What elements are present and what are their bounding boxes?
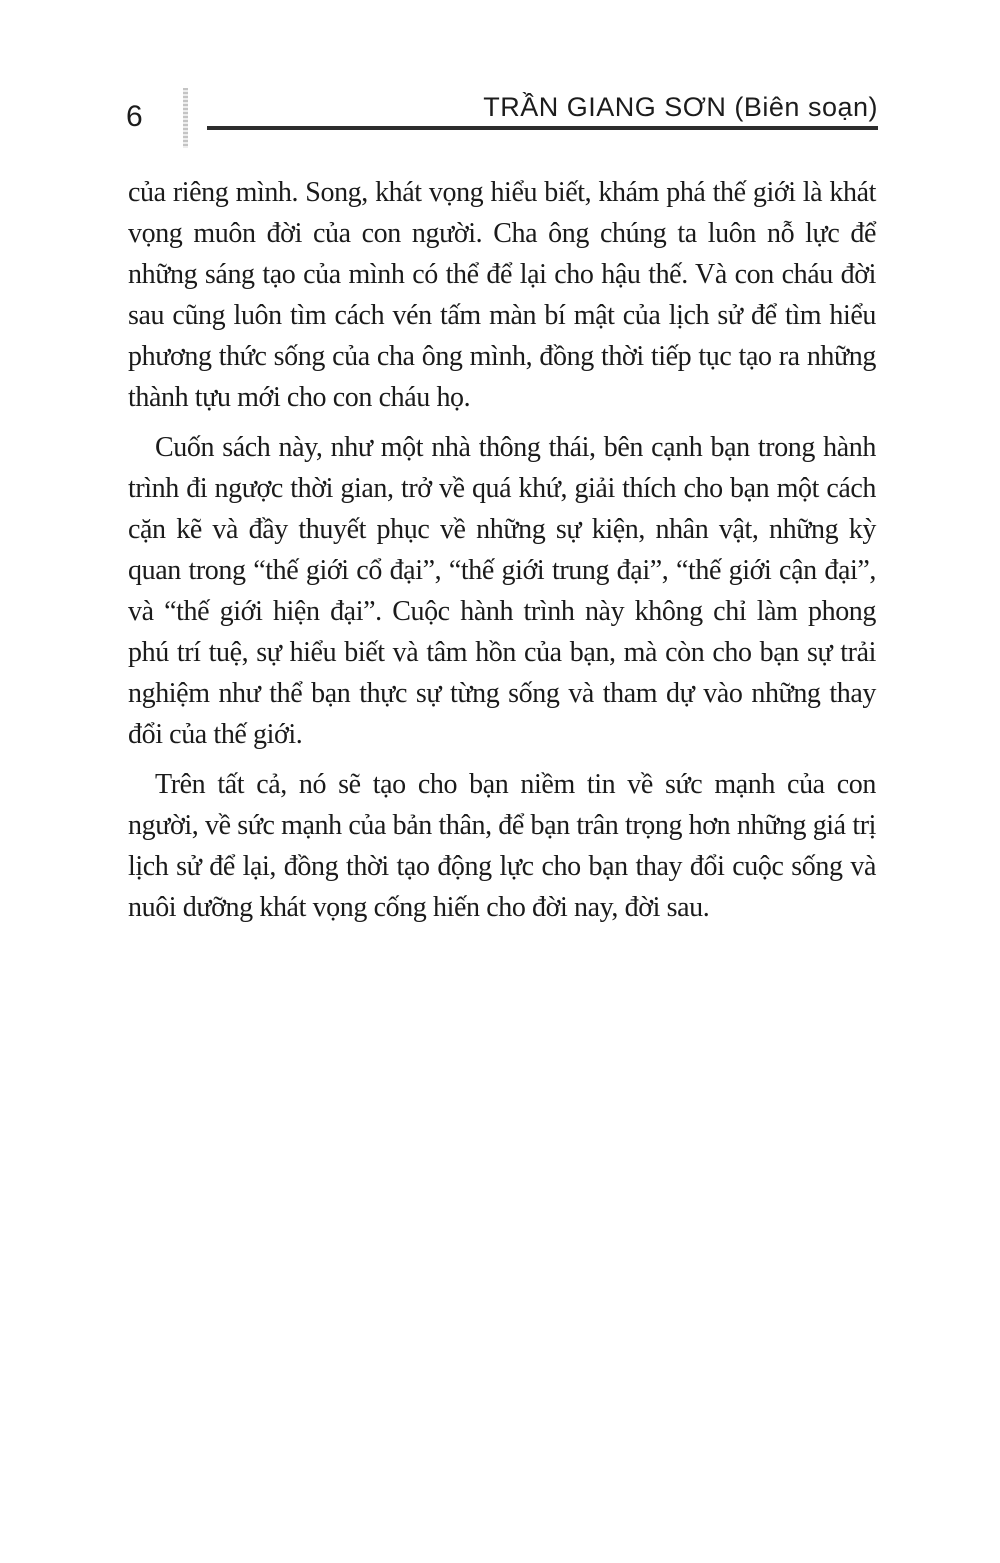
body-text <box>128 172 876 937</box>
paragraph: Cuốn sách này, như một nhà thông thái, bên cạnh bạn trong hành trình đi ngược thời gian, trở về quá khứ, giải thích cho bạn một cách cặn kẽ và đầy thuyết phục về những sự kiện, nhân vật, những kỳ quan trong “thế giới cổ đại”, “thế giới trung đại”, “thế giới cận đại”, và “thế giới hiện đại”. Cuộc hành trình này không chỉ làm phong phú trí tuệ, sự hiểu biết và tâm hồn của bạn, mà còn cho bạn sự trải nghiệm như thể bạn thực sự từng sống và tham dự vào những thay đổi của thế giới. <box>128 432 876 750</box>
page-number: 6 <box>126 100 143 133</box>
paragraph: Trên tất cả, nó sẽ tạo cho bạn niềm tin về sức mạnh của con người, về sức mạnh của bản thân, để bạn trân trọng hơn những giá trị lịch sử để lại, đồng thời tạo động lực cho bạn thay đổi cuộc sống và nuôi dưỡng khát vọng cống hiến cho đời nay, đời sau. <box>128 769 876 923</box>
header-author-title: TRẦN GIANG SƠN (Biên soạn) <box>483 92 878 122</box>
header-rule <box>207 126 878 130</box>
paragraph: của riêng mình. Song, khát vọng hiểu biết, khám phá thế giới là khát vọng muôn đời của con người. Cha ông chúng ta luôn nỗ lực để những sáng tạo của mình có thể để lại cho hậu thế. Và con cháu đời sau cũng luôn tìm cách vén tấm màn bí mật của lịch sử để tìm hiểu phương thức sống của cha ông mình, đồng thời tiếp tục tạo ra những thành tựu mới cho con cháu họ. <box>128 177 876 413</box>
dotted-divider <box>183 88 188 148</box>
